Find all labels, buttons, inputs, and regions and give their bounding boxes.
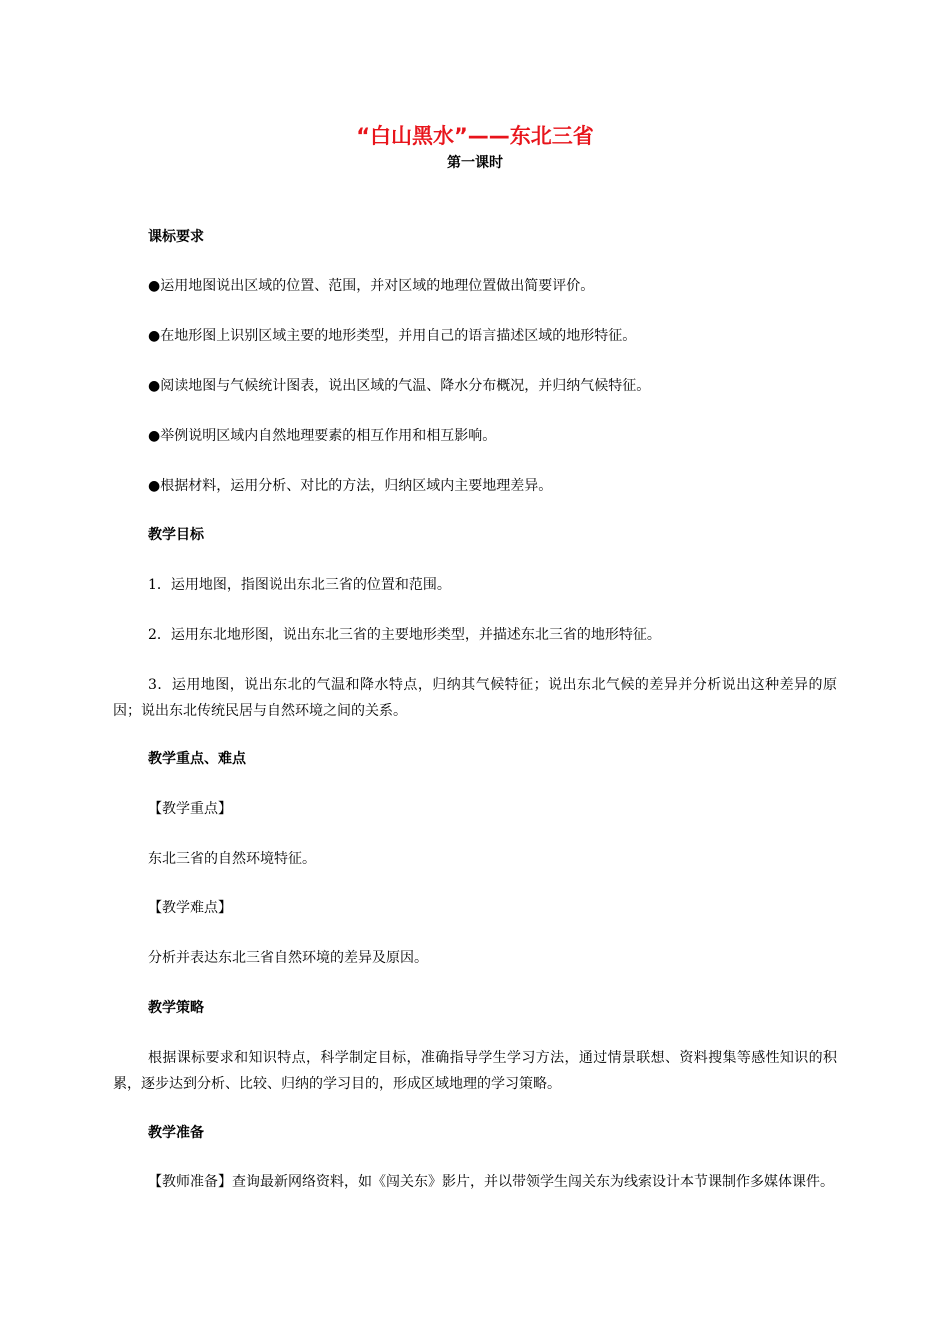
curriculum-item: ●在地形图上识别区域主要的地形类型，并用自己的语言描述区域的地形特征。 bbox=[148, 328, 637, 344]
section-heading-objectives: 教学目标 bbox=[148, 527, 204, 543]
curriculum-item: ●运用地图说出区域的位置、范围，并对区域的地理位置做出简要评价。 bbox=[148, 278, 595, 294]
curriculum-item: ●举例说明区域内自然地理要素的相互作用和相互影响。 bbox=[148, 428, 497, 444]
document-title: “白山黑水”——东北三省 bbox=[356, 124, 594, 148]
strategy-text: 根据课标要求和知识特点，科学制定目标，准确指导学生学习方法，通过情景联想、资料搜集等感性知识的积累，逐步达到分析、比较、归纳的学习目的，形成区域地理的学习策略。 bbox=[113, 1050, 837, 1092]
difficulty-label: 【教学难点】 bbox=[148, 900, 232, 916]
preparation-text: 【教师准备】查询最新网络资料，如《闯关东》影片，并以带领学生闯关东为线索设计本节课制作多媒体课件。 bbox=[148, 1174, 834, 1190]
focus-text: 东北三省的自然环境特征。 bbox=[148, 851, 316, 867]
focus-label: 【教学重点】 bbox=[148, 801, 232, 817]
section-heading-strategy: 教学策略 bbox=[148, 1000, 204, 1016]
curriculum-item: ●根据材料，运用分析、对比的方法，归纳区域内主要地理差异。 bbox=[148, 478, 553, 494]
difficulty-text: 分析并表达东北三省自然环境的差异及原因。 bbox=[148, 950, 428, 966]
document-subtitle: 第一课时 bbox=[447, 155, 503, 171]
section-heading-key-points: 教学重点、难点 bbox=[148, 751, 246, 767]
section-heading-curriculum: 课标要求 bbox=[148, 229, 204, 245]
curriculum-item: ●阅读地图与气候统计图表，说出区域的气温、降水分布概况，并归纳气候特征。 bbox=[148, 378, 651, 394]
section-heading-preparation: 教学准备 bbox=[148, 1125, 204, 1141]
objective-item: 2．运用东北地形图，说出东北三省的主要地形类型，并描述东北三省的地形特征。 bbox=[148, 627, 661, 643]
objective-item: 3．运用地图，说出东北的气温和降水特点，归纳其气候特征；说出东北气候的差异并分析说出这种差异的原因；说出东北传统民居与自然环境之间的关系。 bbox=[113, 677, 837, 719]
objective-item: 1．运用地图，指图说出东北三省的位置和范围。 bbox=[148, 577, 451, 593]
